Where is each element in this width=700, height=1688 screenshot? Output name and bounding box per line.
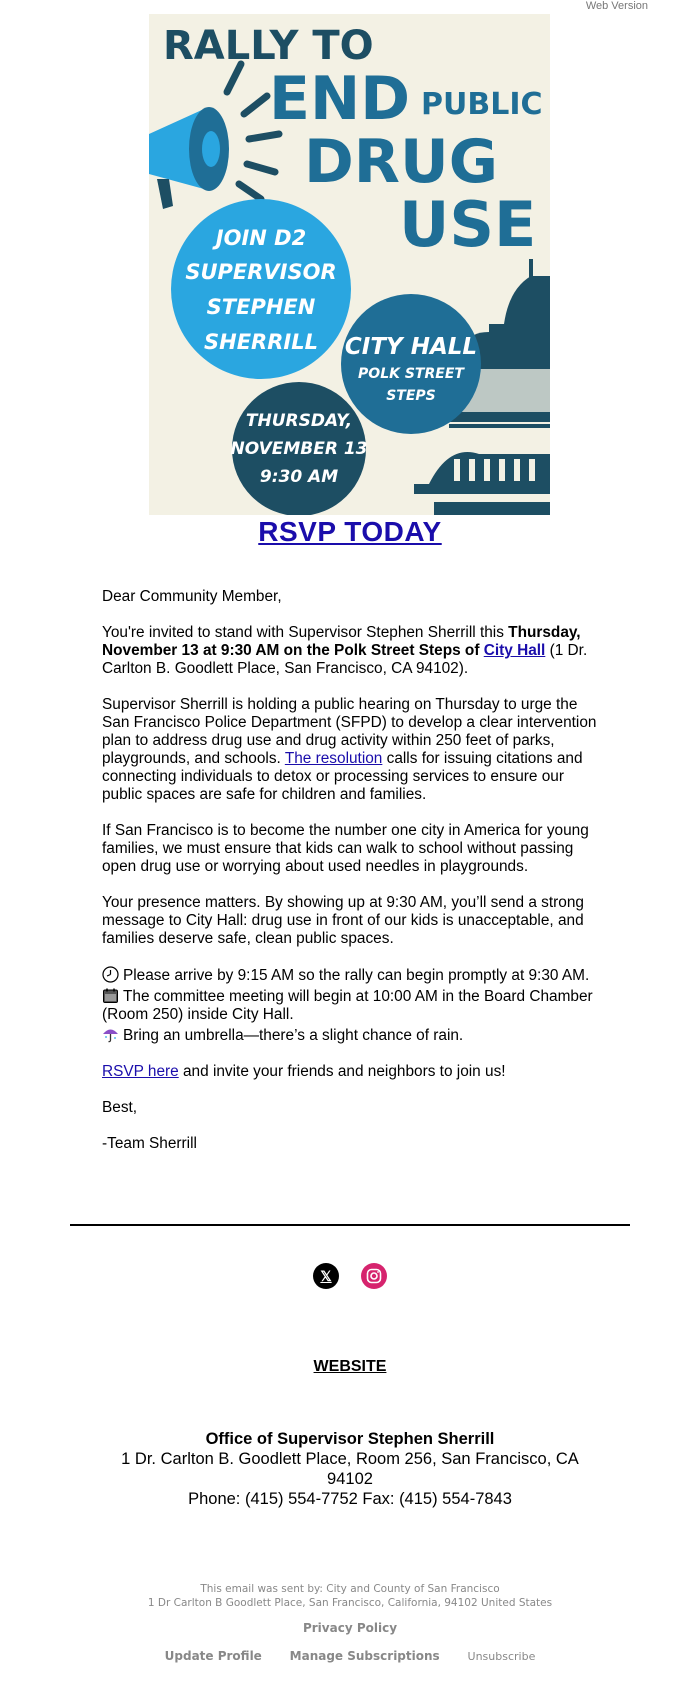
rsvp-today-link[interactable]: RSVP TODAY: [258, 516, 442, 547]
arrival-text: Please arrive by 9:15 AM so the rally can begin promptly at 9:30 AM.: [123, 967, 590, 984]
families-paragraph: If San Francisco is to become the number one city in America for young families, we must ensure that kids can walk to school without passing open drug use or worrying about used needles in playgrounds.: [102, 822, 589, 875]
invite-bold-text: Thursday, November 13 at 9:30 AM on the Polk Street Steps of: [102, 624, 581, 659]
invite-paragraph: [102, 624, 602, 678]
office-phone: Phone: (415) 554-7752 Fax: (415) 554-7843: [188, 1490, 512, 1508]
poster-line-rally-to: RALLY TO: [163, 23, 374, 69]
unsubscribe-link[interactable]: Unsubscribe: [467, 1650, 536, 1663]
sent-by-text: This email was sent by: City and County of San Francisco: [200, 1583, 500, 1595]
office-name: Office of Supervisor Stephen Sherrill: [205, 1430, 495, 1448]
hearing-paragraph: [102, 696, 602, 804]
poster-line-drug: DRUG: [304, 127, 498, 197]
arrival-item: [102, 966, 602, 985]
circle2-line: CITY HALL: [344, 334, 478, 360]
invite-address-text: (1 Dr. Carlton B. Goodlett Place, San Francisco, CA 94102).: [102, 642, 588, 677]
committee-item: [102, 987, 602, 1024]
office-address: 1 Dr. Carlton B. Goodlett Place, Room 256, San Francisco, CA 94102: [121, 1450, 579, 1488]
circle1-line: STEPHEN: [206, 295, 316, 319]
city-hall-circle: [341, 294, 481, 434]
circle3-line: THURSDAY,: [245, 411, 353, 431]
update-profile-link[interactable]: Update Profile: [164, 1649, 262, 1663]
circle2-line: STEPS: [386, 388, 436, 404]
umbrella-text: Bring an umbrella—there’s a slight chance of rain.: [123, 1027, 464, 1044]
office-block: [100, 1429, 600, 1509]
website-link[interactable]: WEBSITE: [313, 1358, 387, 1375]
x-social-icon[interactable]: [313, 1263, 339, 1289]
city-hall-link[interactable]: City Hall: [483, 642, 546, 659]
circle3-line: 9:30 AM: [259, 467, 339, 487]
rsvp-here-link[interactable]: RSVP here: [102, 1063, 179, 1080]
web-version-link[interactable]: Web Version: [585, 0, 648, 12]
hearing-text: Supervisor Sherrill is holding a public hearing on Thursday to urge the San Francisco Police Department (SFPD) to develop a clear intervention plan to address drug use and drug activity within 250 feet of parks, playgrounds, and schools.: [102, 696, 597, 767]
rally-poster-graphic: [149, 14, 550, 515]
umbrella-item: [102, 1026, 602, 1045]
resolution-link[interactable]: The resolution: [284, 750, 383, 767]
footer-links: [0, 1649, 700, 1663]
circle1-line: SHERRILL: [204, 330, 318, 354]
clock-icon: [102, 966, 119, 983]
rsvp-paragraph: [102, 1063, 602, 1081]
poster-line-public: PUBLIC: [421, 87, 543, 122]
privacy-policy-link[interactable]: Privacy Policy: [302, 1621, 398, 1635]
committee-text: The committee meeting will begin at 10:00 AM in the Board Chamber (Room 250) inside City Hall.: [102, 988, 593, 1023]
footer-sent-by: [0, 1582, 700, 1610]
invite-text: You're invited to stand with Supervisor Stephen Sherrill this: [102, 624, 509, 641]
instagram-glyph: [366, 1268, 382, 1284]
umbrella-icon: [102, 1026, 119, 1043]
signature: -Team Sherrill: [102, 1135, 197, 1152]
instagram-icon[interactable]: [361, 1263, 387, 1289]
circle1-line: SUPERVISOR: [185, 260, 337, 284]
greeting: Dear Community Member,: [102, 588, 282, 605]
presence-paragraph: Your presence matters. By showing up at 9:30 AM, you’ll send a strong message to City Hall: drug use in front of our kids is unacceptable, and families deserve safe, clean public spaces.: [102, 894, 584, 947]
letter-body: [102, 588, 602, 1171]
closing: Best,: [102, 1099, 138, 1116]
circle1-line: JOIN D2: [215, 226, 307, 250]
circle3-line: NOVEMBER 13: [230, 439, 368, 459]
poster-line-use: USE: [399, 188, 537, 261]
circle2-line: POLK STREET: [358, 366, 464, 382]
rsvp-text: and invite your friends and neighbors to join us!: [178, 1063, 506, 1080]
hearing-text-end: calls for issuing citations and connecting individuals to detox or processing services to ensure our public spaces are safe for children and families.: [102, 750, 583, 803]
poster-line-end: END: [269, 64, 411, 134]
manage-subscriptions-link[interactable]: Manage Subscriptions: [289, 1649, 440, 1663]
calendar-icon: [102, 987, 119, 1004]
sent-address-text: 1 Dr Carlton B Goodlett Place, San Francisco, California, 94102 United States: [147, 1597, 553, 1609]
x-glyph: 𝕏: [320, 1267, 332, 1284]
rally-poster-image: [149, 14, 550, 515]
divider-line: [70, 1224, 630, 1226]
